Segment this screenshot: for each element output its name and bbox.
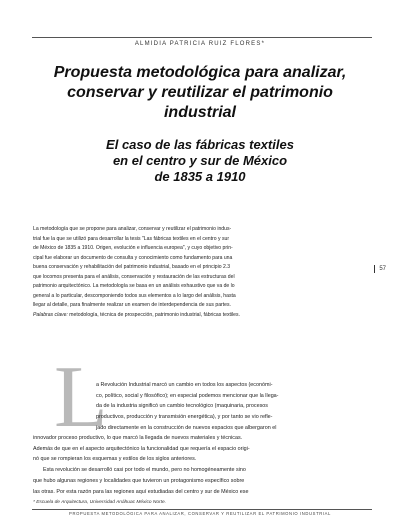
body-line: que hubo algunas regiones y localidades que tuvieron un protagonismo específico sobre bbox=[33, 477, 245, 484]
abstract-line: que locomos presenta para el análisis, conservación y restauración de las estructuras del bbox=[33, 273, 235, 280]
title-line: Propuesta metodológica para analizar, bbox=[53, 64, 347, 81]
dropcap-letter bbox=[52, 349, 108, 446]
body-indented bbox=[96, 380, 367, 434]
body-line: co, político, social y filosófico); en especial podemos mencionar que la llega- bbox=[96, 392, 279, 399]
keywords bbox=[33, 311, 367, 321]
header-rule bbox=[32, 37, 372, 38]
title-line: conservar y reutilizar el patrimonio bbox=[67, 84, 333, 101]
subtitle-line: en el centro y sur de México bbox=[112, 153, 288, 168]
subtitle-line: El caso de las fábricas textiles bbox=[106, 137, 294, 152]
title-line: industrial bbox=[163, 104, 236, 121]
body-line: da de la industria significó un cambio tecnológico (maquinaria, procesos bbox=[96, 403, 268, 410]
article-title bbox=[20, 63, 380, 123]
abstract-line: La metodología que se propone para analizar, conservar y reutilizar el patrimonio indus- bbox=[33, 226, 232, 232]
subtitle-line: de 1835 a 1910 bbox=[154, 169, 246, 184]
footnote: * Escuela de Arquitectura, Universidad Anáhuac México Norte. bbox=[33, 500, 166, 505]
body-line: a Revolución Industrial marcó un cambio en todos los aspectos (económi- bbox=[96, 382, 273, 388]
body-line: Esta revolución se desarrolló casi por todo el mundo, pero no homogéneamente sino bbox=[43, 467, 246, 474]
abstract-line: de México de 1835 a 1910. Origen, evolución e influencia europea", y cuyo objetivo prin- bbox=[33, 245, 233, 251]
abstract-line: general a lo particular, descomponiendo todos sus elementos a lo largo del análisis, hasta bbox=[33, 292, 236, 299]
body-line: las otras. Por esta razón para las regiones aquí estudiadas del centro y sur de México ese bbox=[33, 488, 249, 495]
author-name: ALMIDIA PATRICIA RUIZ FLORES* bbox=[134, 41, 266, 47]
abstract-line: cipal fue elaborar un documento de consulta y conocimiento como fundamento para una bbox=[33, 254, 233, 261]
keywords-text: metodología, técnica de prospección, patrimonio industrial, fábricas textiles. bbox=[69, 311, 240, 318]
abstract-line: trial fue la que se utilizó para desarrollar la tesis "Las fábricas textiles en el centro y sur bbox=[33, 235, 230, 242]
footer-rule bbox=[32, 509, 372, 510]
page-number-bar bbox=[374, 265, 375, 273]
running-footer: PROPUESTA METODOLÓGICA PARA ANALIZAR, CONSERVAR Y REUTILIZAR EL PATRIMONIO INDUSTRIAL bbox=[69, 511, 331, 516]
abstract-line: llegar al detalle, para finalmente realizar un examen de interdependencia de sus partes. bbox=[33, 302, 231, 308]
page-number: 57 bbox=[379, 266, 386, 272]
article-subtitle bbox=[40, 137, 360, 185]
keywords-label: Palabras clave: bbox=[33, 311, 68, 318]
dropcap-glyph: L bbox=[54, 349, 108, 446]
abstract-line: patrimonio arquitectónico. La metodología se basa en un análisis exhaustivo que va de lo bbox=[33, 283, 235, 289]
body-full bbox=[33, 433, 367, 497]
body-line: nó que se rompieran los esquemas y estilos de los siglos anteriores. bbox=[33, 456, 197, 463]
body-line: Además de que en el aspecto arquitectónico la funcionalidad que requería el espacio origi- bbox=[33, 445, 250, 452]
abstract-line: buena conservación y rehabilitación del patrimonio industrial, basado en el principio 2.3 bbox=[33, 264, 231, 270]
abstract bbox=[33, 225, 367, 320]
body-line: productivos, producción y transmisión energética), y por tanto se vio refle- bbox=[96, 414, 273, 421]
body-line: innovador proceso productivo, lo que marcó la llegada de nuevos materiales y técnicas. bbox=[33, 435, 243, 441]
body-line: jado directamente en la construcción de nuevos espacios que albergaron el bbox=[96, 424, 277, 431]
